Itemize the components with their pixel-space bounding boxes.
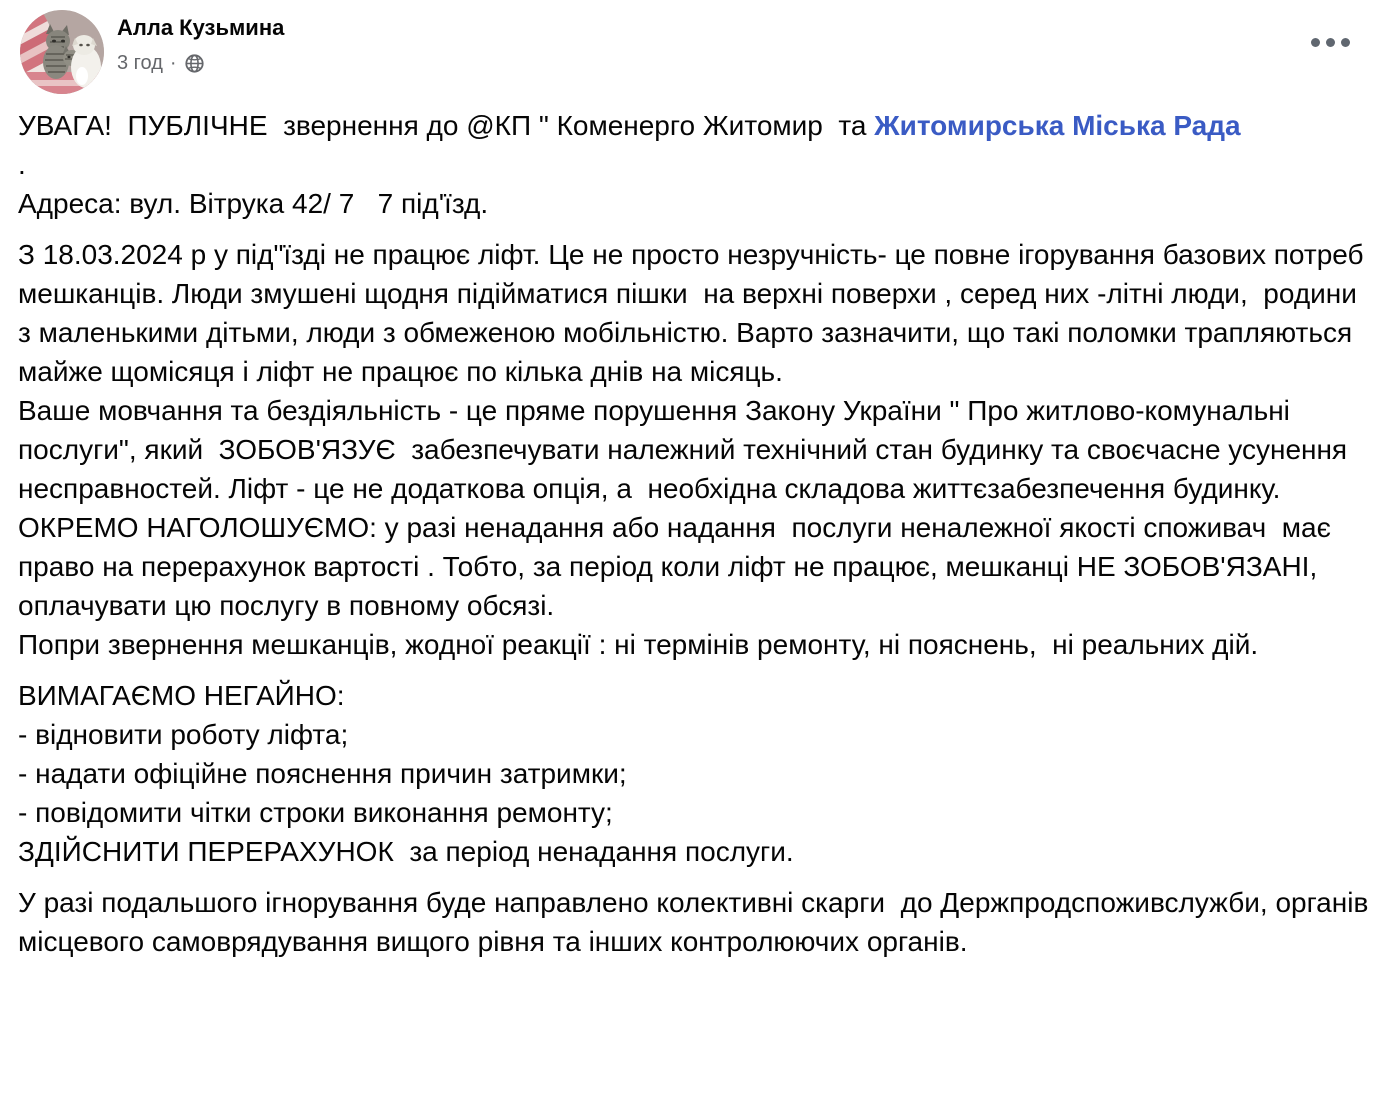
post-paragraph-main: [18, 235, 1372, 664]
post-meta: [117, 51, 284, 75]
post-line-dot: .: [18, 149, 26, 180]
cats-avatar-image: [20, 10, 104, 94]
demand-item: - повідомити чітки строки виконання ремонту;: [18, 797, 613, 828]
demand-item: - відновити роботу ліфта;: [18, 719, 349, 750]
post-line-recalculation-right: ОКРЕМО НАГОЛОШУЄМО: у разі ненадання або надання послуги неналежної якості споживач має право на перерахунок вартості . Тобто, за період коли ліфт не працює, мешканці НЕ ЗОБОВ'ЯЗАНІ, оплачувати цю послугу в повному обсязі.: [18, 512, 1339, 621]
post-line-address: Адреса: вул. Вітрука 42/ 7 7 під'їзд.: [18, 188, 489, 219]
post-paragraph-intro: [18, 106, 1372, 223]
post-header: [0, 0, 1390, 98]
post-line-law-violation: Ваше мовчання та бездіяльність - це пряме порушення Закону України " Про житлово-комунальні послуги", який ЗОБОВ'ЯЗУЄ забезпечувати належний технічний стан будинку та своєчасне усунення несправностей. Ліфт - це не додаткова опція, а необхідна складова життєзабезпечення будинку.: [18, 395, 1355, 504]
three-dots-icon: [1311, 38, 1350, 47]
post-paragraph-final: [18, 883, 1377, 961]
appeal-text: УВАГА! ПУБЛІЧНЕ звернення до @КП " Коменерго Житомир та: [18, 110, 875, 141]
post-line-appeal: [18, 106, 1372, 145]
post-menu-button[interactable]: [1305, 32, 1356, 53]
demand-item: ЗДІЙСНИТИ ПЕРЕРАХУНОК за період ненадання послуги.: [18, 836, 794, 867]
post-paragraph-demands: [18, 676, 1372, 871]
post-line-no-reaction: Попри звернення мешканців, жодної реакції : ні термінів ремонту, ні пояснень, ні реальних дій.: [18, 629, 1259, 660]
globe-icon: [184, 53, 205, 74]
post-text: [0, 98, 1390, 981]
page-mention-link[interactable]: Житомирська Міська Рада: [874, 110, 1241, 141]
post-line-lift-problem: З 18.03.2024 р у під"їзді не працює ліфт. Це не просто незручність- це повне ігорування базових потреб мешканців. Люди змушені щодня підійматися пішки на верхні поверхи , серед них -літні люди, родини з маленькими дітьми, люди з обмеженою мобільністю. Варто зазначити, що такі поломки трапляються майже щомісяця і ліфт не працює по кілька днів на місяць.: [18, 239, 1372, 387]
demands-title: ВИМАГАЄМО НЕГАЙНО:: [18, 680, 345, 711]
timestamp[interactable]: 3 год: [117, 52, 163, 74]
avatar[interactable]: [20, 10, 104, 94]
author-name[interactable]: Алла Кузьмина: [117, 15, 285, 40]
meta-separator: ·: [169, 52, 177, 74]
post-line-final-warning: У разі подальшого ігнорування буде направлено колективні скарги до Держпродспоживслужби, органів місцевого самоврядування вищого рівня та інших контролюючих органів.: [18, 887, 1377, 957]
demand-item: - надати офіційне пояснення причин затримки;: [18, 758, 627, 789]
header-info: [117, 10, 284, 75]
